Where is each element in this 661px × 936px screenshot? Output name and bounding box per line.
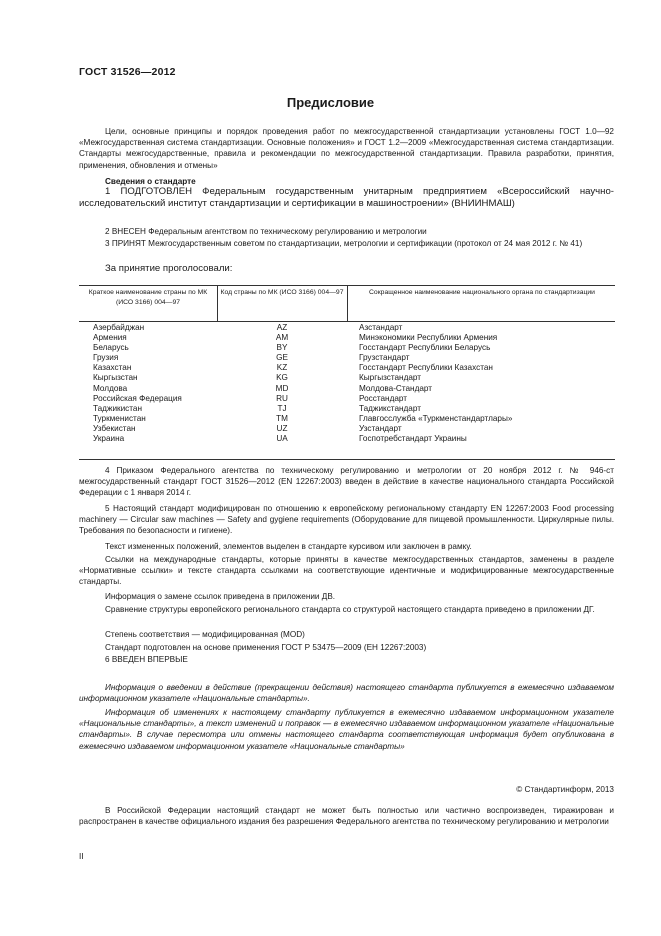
list-item: Кыргызстандарт — [359, 373, 422, 383]
list-item: Госстандарт Республики Казахстан — [359, 363, 493, 373]
notice-introduction: Информация о введении в действие (прекращении действия) настоящего стандарта публикуется в ежемесячно издаваемом информационном указателе «Национальные стандарты». — [79, 683, 614, 704]
table-header-border — [79, 321, 615, 322]
item-3-paragraph: 3 ПРИНЯТ Межгосударственным советом по стандартизации, метрологии и сертификации (протокол от 24 мая 2012 г. № 41) — [105, 239, 583, 248]
intro-paragraph: Цели, основные принципы и порядок проведения работ по межгосударственной стандартизации установлены ГОСТ 1.0—92 «Межгосударственная система стандартизации. Основные положения» и ГОСТ 1.2—2009 «Межгосударственная система стандартизации. Стандарты межгосударственные, правила и рекомендации по межгосударственной стандартизации. Правила разработки, принятия, применения, обновления и отмены» — [79, 127, 614, 170]
list-item: UA — [276, 434, 288, 444]
list-item: RU — [276, 393, 288, 403]
list-item: Азербайджан — [93, 323, 145, 332]
table-bottom-border — [79, 459, 615, 460]
country-name-column — [93, 323, 182, 444]
list-item: TM — [276, 413, 288, 423]
voted-label: За принятие проголосовали: — [105, 263, 233, 274]
list-item: Российская Федерация — [93, 393, 182, 403]
list-item: KG — [276, 373, 288, 383]
list-item: KZ — [276, 363, 288, 373]
list-item: Молдова — [93, 383, 128, 393]
list-item: AZ — [276, 323, 288, 332]
list-item: GE — [276, 353, 288, 363]
page-title: Предисловие — [286, 95, 375, 110]
item-2-paragraph: 2 ВНЕСЕН Федеральным агентством по техническому регулированию и метрологии — [105, 227, 427, 236]
list-item: AM — [275, 333, 289, 343]
list-item: Азстандарт — [359, 323, 403, 332]
country-code-column — [217, 323, 347, 444]
item-5-text-6: Стандарт подготовлен на основе применения ГОСТ Р 53475—2009 (ЕН 12267:2003) — [105, 643, 427, 652]
list-item: Молдова-Стандарт — [359, 383, 433, 393]
standards-body-column — [359, 323, 512, 444]
header-country-name: Краткое наименование страны по МК (ИСО 3166) 004—97 — [88, 289, 208, 306]
header-standards-body: Сокращенное наименование национального органа по стандартизации — [369, 289, 595, 296]
copyright-line: © Стандартинформ, 2013 — [516, 785, 614, 794]
list-item: Армения — [93, 333, 127, 343]
list-item: Узбекистан — [93, 423, 136, 433]
item-4-paragraph: 4 Приказом Федерального агентства по техническому регулированию и метрологии от 20 ноября 2012 г. № 946-ст межгосударственный стандарт ГОСТ 31526—2012 (EN 12267:2003) введен в действие в качестве национального стандарта Российской Федерации с 1 января 2014 г. — [79, 466, 614, 498]
item-5-text-2: Ссылки на международные стандарты, которые приняты в качестве межгосударственных стандартов, заменены в разделе «Нормативные ссылки» и тексте стандарта ссылками на соответствующие идентичные и модифицированные межгосударственные стандарты. — [79, 555, 614, 587]
info-heading: Сведения о стандарте — [105, 177, 196, 186]
table-column-divider — [217, 285, 218, 321]
item-5-text-1: Текст измененных положений, элементов выделен в стандарте курсивом или заключен в рамку. — [105, 542, 472, 551]
list-item: BY — [276, 343, 288, 353]
list-item: Украина — [93, 434, 125, 444]
notice-changes: Информация об изменениях к настоящему стандарту публикуется в ежемесячно издаваемом информационном указателе «Национальные стандарты», а текст изменений и поправок — в ежемесячно издаваемом информационном указателе «Национальные стандарты». В случае пересмотра или отмены настоящего стандарта соответствующая информация будет опубликована в ежемесячно издаваемом информационном указателе «Национальные стандарты» — [79, 708, 614, 751]
item-5-paragraph: 5 Настоящий стандарт модифицирован по отношению к европейскому региональному стандарту EN 12267:2003 Food processing machinery — Circular saw machines — Safety and gygiene requirements (Оборудование для пищевой промышленности. Циркулярные пилы. Требования по безопасности и гигиене). — [79, 504, 614, 536]
rights-paragraph: В Российской Федерации настоящий стандарт не может быть полностью или частично воспроизведен, тиражирован и распространен в качестве официального издания без разрешения Федерального агентства по техническому регулированию и метрологии — [79, 806, 614, 827]
list-item: Минэкономики Республики Армения — [359, 333, 498, 343]
list-item: Таджикистан — [93, 403, 142, 413]
list-item: Главгосслужба «Туркменстандартлары» — [359, 413, 513, 423]
list-item: Госстандарт Республики Беларусь — [359, 343, 491, 353]
list-item: MD — [275, 383, 289, 393]
list-item: Беларусь — [93, 343, 129, 353]
standard-header: ГОСТ 31526—2012 — [79, 66, 176, 78]
item-6-paragraph: 6 ВВЕДЕН ВПЕРВЫЕ — [105, 655, 188, 664]
item-5-text-4: Сравнение структуры европейского регионального стандарта со структурой настоящего стандарта приведено в приложении ДГ. — [105, 605, 595, 614]
list-item: Туркменистан — [93, 413, 146, 423]
list-item: Росстандарт — [359, 393, 408, 403]
list-item: TJ — [277, 403, 287, 413]
list-item: Узстандарт — [359, 423, 402, 433]
item-5-text-5: Степень соответствия — модифицированная (MOD) — [105, 630, 305, 639]
list-item: Грузия — [93, 353, 119, 363]
voting-table — [79, 285, 615, 459]
list-item: Казахстан — [93, 363, 132, 373]
item-5-text-3: Информация о замене ссылок приведена в приложении ДВ. — [105, 592, 336, 601]
list-item: Госпотребстандарт Украины — [359, 434, 467, 444]
list-item: UZ — [276, 423, 288, 433]
page-number: II — [79, 852, 84, 861]
header-country-code: Код страны по МК (ИСО 3166) 004—97 — [220, 289, 344, 296]
list-item: Грузстандарт — [359, 353, 410, 363]
list-item: Таджикстандарт — [359, 403, 421, 413]
table-column-divider — [347, 285, 348, 321]
list-item: Кыргызстан — [93, 373, 138, 383]
item-1-paragraph: 1 ПОДГОТОВЛЕН Федеральным государственным унитарным предприятием «Всероссийский научно-исследовательский институт стандартизации и сертификации в машиностроении» (ВНИИНМАШ) — [79, 186, 614, 210]
